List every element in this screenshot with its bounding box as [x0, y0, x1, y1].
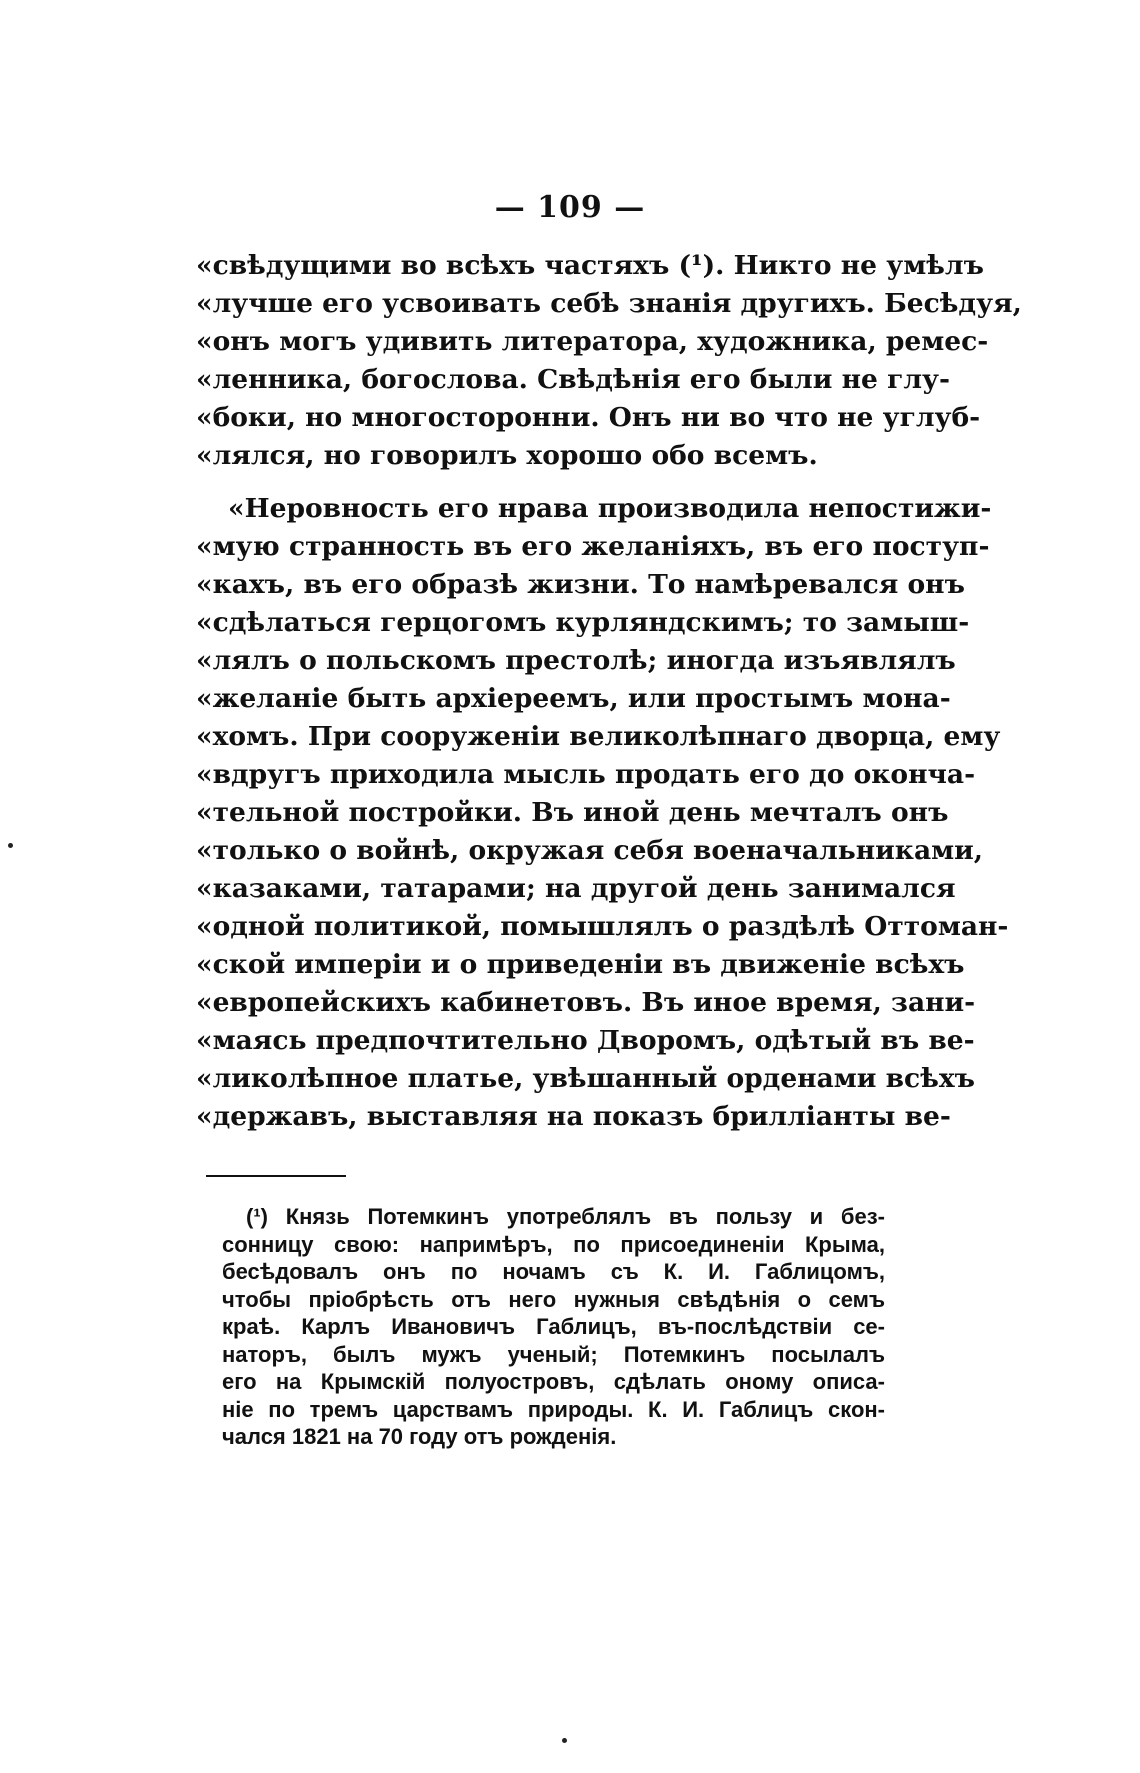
text-line: «лучше его усвоивать себѣ знанія другихъ. Бесѣдуя, [196, 288, 1022, 319]
text-line: «европейскихъ кабинетовъ. Въ иное время, зани- [196, 987, 976, 1018]
text-line: «вдругъ приходила мысль продать его до оконча- [196, 759, 976, 790]
footnote-line: краѣ. Карлъ Ивановичъ Габлицъ, въ-послѣдствіи се- [222, 1314, 885, 1339]
footnote-line: (¹) Князь Потемкинъ употреблялъ въ пользу и без- [246, 1204, 885, 1229]
footnote [222, 1203, 885, 1451]
print-speck [562, 1738, 567, 1743]
footnote-line: чтобы пріобрѣсть отъ него нужныя свѣдѣнія о семъ [222, 1286, 885, 1312]
print-speck [8, 843, 13, 848]
text-line: «Неровность его нрава производила непостижи- [228, 493, 992, 524]
text-line: «сдѣлаться герцогомъ курляндскимъ; то замыш- [196, 607, 970, 638]
text-line: «кахъ, въ его образѣ жизни. То намѣревался онъ [196, 569, 965, 600]
text-line: «казаками, татарами; на другой день занимался [196, 873, 956, 904]
text-line: «мую странность въ его желаніяхъ, въ его поступ- [196, 531, 990, 562]
footnote-divider [206, 1175, 346, 1177]
text-line: «онъ могъ удивить литератора, художника, ремес- [196, 326, 989, 357]
text-line: «боки, но многосторонни. Онъ ни во что не углуб- [196, 402, 981, 433]
text-line: «тельной постройки. Въ иной день мечталъ онъ [196, 797, 949, 828]
footnote-line: сонницу свою: напримѣръ, по присоединеніи Крыма, [222, 1231, 885, 1257]
footnote-line: ніе по тремъ царствамъ природы. К. И. Габлицъ скон- [222, 1396, 885, 1422]
text-line: «державъ, выставляя на показъ брилліанты ве- [196, 1101, 951, 1132]
text-line: «желаніе быть архіереемъ, или простымъ мона- [196, 683, 951, 714]
paragraph-2 [196, 490, 1009, 1136]
text-line: «ликолѣпное платье, увѣшанный орденами всѣхъ [196, 1063, 975, 1094]
text-line: «свѣдущими во всѣхъ частяхъ (¹). Никто не умѣлъ [196, 250, 984, 281]
text-line: «лялъ о польскомъ престолѣ; иногда изъявлялъ [196, 645, 956, 676]
footnote-line: наторъ, былъ мужъ ученый; Потемкинъ посылалъ [222, 1341, 885, 1367]
footnote-line: его на Крымскій полуостровъ, сдѣлать оному описа- [222, 1369, 885, 1394]
paragraph-1 [196, 247, 1022, 475]
text-line: «лялся, но говорилъ хорошо обо всемъ. [196, 440, 818, 471]
footnote-line: бесѣдовалъ онъ по ночамъ съ К. И. Габлицомъ, [222, 1259, 885, 1284]
text-line: «маясь предпочтительно Дворомъ, одѣтый въ ве- [196, 1025, 975, 1056]
text-line: «ской имперіи и о приведеніи въ движеніе всѣхъ [196, 949, 965, 980]
text-line: «ленника, богослова. Свѣдѣнія его были не глу- [196, 364, 950, 395]
text-line: «хомъ. При сооруженіи великолѣпнаго дворца, ему [196, 721, 1001, 752]
footnote-line: чался 1821 на 70 году отъ рожденія. [222, 1424, 617, 1449]
page-number: — 109 — [494, 190, 646, 225]
text-line: «одной политикой, помышлялъ о раздѣлѣ Оттоман- [196, 911, 1009, 942]
text-line: «только о войнѣ, окружая себя военачальниками, [196, 835, 984, 866]
